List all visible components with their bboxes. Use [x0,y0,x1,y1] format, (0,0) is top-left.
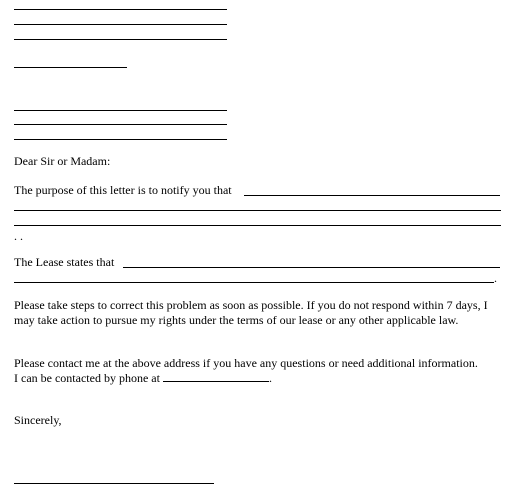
recipient-address-line-3[interactable] [14,139,227,140]
signature-line[interactable] [14,483,214,484]
salutation: Dear Sir or Madam: [14,154,111,168]
lease-lead-text: The Lease states that [14,255,115,269]
correct-paragraph: Please take steps to correct this problem as soon as possible. If you do not respond within 7 days, I may take action to pursue my rights under the terms of our lease or any other applicable law. [14,298,488,327]
lease-blank-1[interactable] [123,267,500,268]
purpose-dots: . . [14,229,23,243]
lease-end-period: . [494,271,497,285]
lease-blank-2[interactable] [14,282,494,283]
sender-address-line-3[interactable] [14,39,227,40]
purpose-blank-2[interactable] [14,210,501,211]
contact-phone-suffix: . [268,371,272,385]
recipient-address-line-2[interactable] [14,124,227,125]
contact-paragraph-line-2 [14,371,272,385]
purpose-blank-1[interactable] [244,195,500,196]
contact-phone-prefix: I can be contacted by phone at [14,371,160,385]
purpose-blank-3[interactable] [14,225,501,226]
date-line[interactable] [14,67,127,68]
phone-number-blank[interactable] [163,371,269,382]
purpose-lead-text: The purpose of this letter is to notify you that [14,183,232,197]
contact-paragraph-line-1: Please contact me at the above address if you have any questions or need additional information. [14,356,478,370]
sender-address-line-2[interactable] [14,24,227,25]
recipient-address-line-1[interactable] [14,110,227,111]
closing: Sincerely, [14,413,62,427]
sender-address-line-1[interactable] [14,9,227,10]
